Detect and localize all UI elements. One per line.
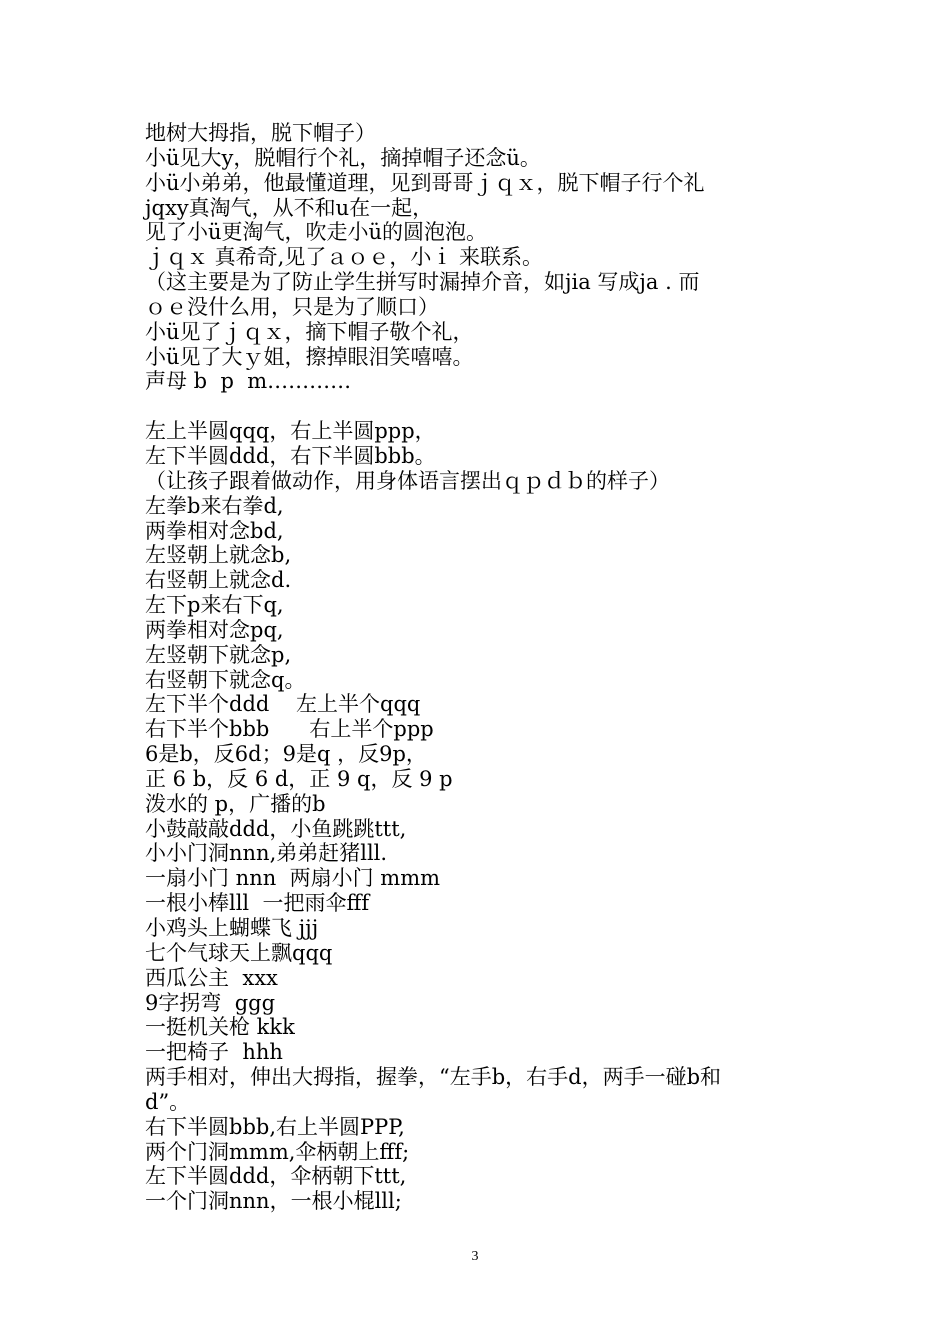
text-line: 正 6 b，反 6 d，正 9 q，反 9 p [145, 766, 453, 791]
text-line: 左下半圆ddd，右下半圆bbb。 [145, 443, 436, 468]
document-body [145, 121, 825, 1214]
text-line: 小ü见了ｊｑｘ，摘下帽子敬个礼， [145, 319, 474, 344]
text-line: 小小门洞nnn,弟弟赶猪lll. [145, 841, 388, 866]
text-line: 左下半个ddd 左上半个qqq [145, 692, 421, 717]
text-line: 声母 b p m………… [145, 369, 352, 394]
text-line: 左竖朝下就念p, [145, 642, 292, 667]
text-line: 见了小ü更淘气，吹走小ü的圆泡泡。 [145, 220, 488, 245]
text-line: 一个门洞nnn，一根小棍lll; [145, 1189, 402, 1214]
text-line: 右下半圆bbb,右上半圆PPP, [145, 1114, 405, 1139]
text-line: 一根小棒lll 一把雨伞fff [145, 891, 370, 916]
text-line: 两拳相对念bd, [145, 518, 284, 543]
text-line: 一扇小门 nnn 两扇小门 mmm [145, 866, 441, 891]
text-line: 地树大拇指，脱下帽子） [145, 121, 376, 145]
text-line: （让孩子跟着做动作，用身体语言摆出ｑｐｄｂ的样子） [145, 468, 670, 493]
text-line: 七个气球天上飘qqq [145, 940, 333, 965]
text-line: 右下半个bbb 右上半个ppp [145, 717, 434, 742]
text-line: 左上半圆qqq，右上半圆ppp， [145, 419, 436, 444]
text-line: d”。 [145, 1089, 191, 1114]
text-line: 左竖朝上就念b, [145, 543, 292, 568]
text-line: 小ü见了大ｙ姐，擦掉眼泪笑嘻嘻。 [145, 344, 474, 369]
text-line: 一挺机关枪 kkk [145, 1015, 295, 1040]
text-line: 小鼓敲敲ddd，小鱼跳跳ttt, [145, 816, 407, 841]
text-line: 左下p来右下q, [145, 593, 284, 618]
text-line: 小鸡头上蝴蝶飞 jjj [145, 916, 319, 940]
page-number: 3 [471, 1249, 479, 1264]
text-line: 右竖朝下就念q。 [145, 667, 306, 692]
text-line: 泼水的 p，广播的b [145, 791, 326, 816]
text-line [145, 394, 825, 419]
text-line: 左拳b来右拳d, [145, 493, 284, 518]
text-line: 两个门洞mmm,伞柄朝上fff; [145, 1139, 410, 1164]
text-line: 小ü见大y，脱帽行个礼，摘掉帽子还念ü。 [145, 145, 541, 170]
text-line: 两手相对，伸出大拇指，握拳，“左手b，右手d，两手一碰b和 [145, 1065, 722, 1090]
text-line: 9字拐弯 ggg [145, 990, 276, 1015]
text-line: 两拳相对念pq, [145, 617, 284, 642]
text-line: jqxy真淘气，从不和u在一起， [145, 195, 434, 220]
text-line: 左下半圆ddd，伞柄朝下ttt, [145, 1164, 407, 1189]
text-line: 右竖朝上就念d. [145, 568, 292, 593]
text-line: （这主要是为了防止学生拼写时漏掉介音，如jia 写成ja . 而 [145, 270, 700, 295]
text-line: 6是b，反6d；9是q ，反9p， [145, 742, 427, 767]
text-line: ｊｑｘ 真希奇,见了ａｏｅ，小ｉ 来联系。 [145, 245, 544, 270]
text-line: 小ü小弟弟，他最懂道理，见到哥哥ｊｑｘ，脱下帽子行个礼 [145, 170, 705, 195]
text-line: ｏｅ没什么用，只是为了顺口） [145, 294, 439, 319]
text-line: 一把椅子 hhh [145, 1040, 283, 1065]
text-line: 西瓜公主 xxx [145, 965, 278, 990]
